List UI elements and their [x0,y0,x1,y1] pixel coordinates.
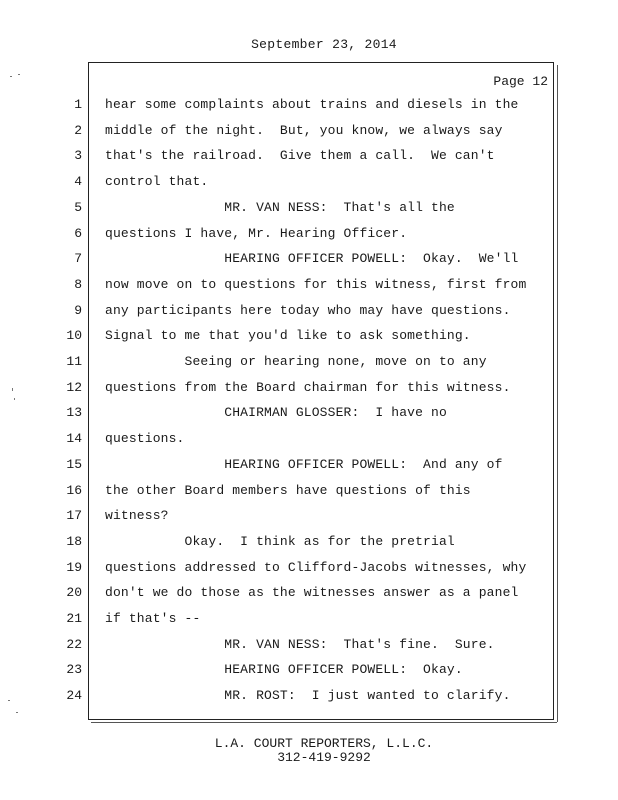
line-number: 22 [66,637,82,652]
line-text: HEARING OFFICER POWELL: And any of [105,457,503,472]
line-number: 11 [66,354,82,369]
line-text: HEARING OFFICER POWELL: Okay. We'll [105,251,519,266]
line-number: 13 [66,405,82,420]
transcript-date: September 23, 2014 [251,37,397,52]
line-text: if that's -- [105,611,201,626]
line-text: MR. VAN NESS: That's all the [105,200,455,215]
line-text: don't we do those as the witnesses answer as a panel [105,585,519,600]
line-text: questions addressed to Clifford-Jacobs witnesses, why [105,560,527,575]
line-text: questions I have, Mr. Hearing Officer. [105,226,408,241]
line-text: now move on to questions for this witness, first from [105,277,527,292]
line-text: MR. VAN NESS: That's fine. Sure. [105,637,495,652]
line-text: questions. [105,431,185,446]
line-text: hear some complaints about trains and diesels in the [105,97,519,112]
line-number: 21 [66,611,82,626]
footer-phone: 312-419-9292 [277,750,371,765]
line-number: 23 [66,662,82,677]
line-text: Okay. I think as for the pretrial [105,534,455,549]
line-text: the other Board members have questions of this [105,483,471,498]
scan-speck [16,712,18,713]
line-number: 4 [74,174,82,189]
line-text: middle of the night. But, you know, we always say [105,123,503,138]
line-text: Signal to me that you'd like to ask something. [105,328,471,343]
line-number: 18 [66,534,82,549]
line-number: 19 [66,560,82,575]
footer-company: L.A. COURT REPORTERS, L.L.C. [214,736,434,751]
scan-speck [10,76,12,77]
line-text: control that. [105,174,209,189]
line-number: 16 [66,483,82,498]
line-number: 7 [74,251,82,266]
line-text: questions from the Board chairman for this witness. [105,380,511,395]
line-number: 12 [66,380,82,395]
line-text: MR. ROST: I just wanted to clarify. [105,688,511,703]
line-number: 2 [74,123,82,138]
line-number: 24 [66,688,82,703]
line-number: 17 [66,508,82,523]
line-text: Seeing or hearing none, move on to any [105,354,487,369]
line-number: 15 [66,457,82,472]
line-text: that's the railroad. Give them a call. We can't [105,148,495,163]
line-number: 3 [74,148,82,163]
line-text: CHAIRMAN GLOSSER: I have no [105,405,447,420]
scan-speck [8,700,10,701]
line-number: 5 [74,200,82,215]
frame-shadow-bottom [91,720,557,723]
line-text: HEARING OFFICER POWELL: Okay. [105,662,463,677]
page-number: Page 12 [493,74,548,89]
scan-speck [14,398,15,400]
line-number: 6 [74,226,82,241]
line-number: 20 [66,585,82,600]
line-number: 8 [74,277,82,292]
line-number: 14 [66,431,82,446]
scan-speck [18,74,20,75]
line-number: 9 [74,303,82,318]
line-number: 1 [74,97,82,112]
frame-shadow-right [555,65,558,722]
line-text: witness? [105,508,169,523]
scan-speck [12,388,13,391]
line-number: 10 [66,328,82,343]
line-text: any participants here today who may have questions. [105,303,511,318]
